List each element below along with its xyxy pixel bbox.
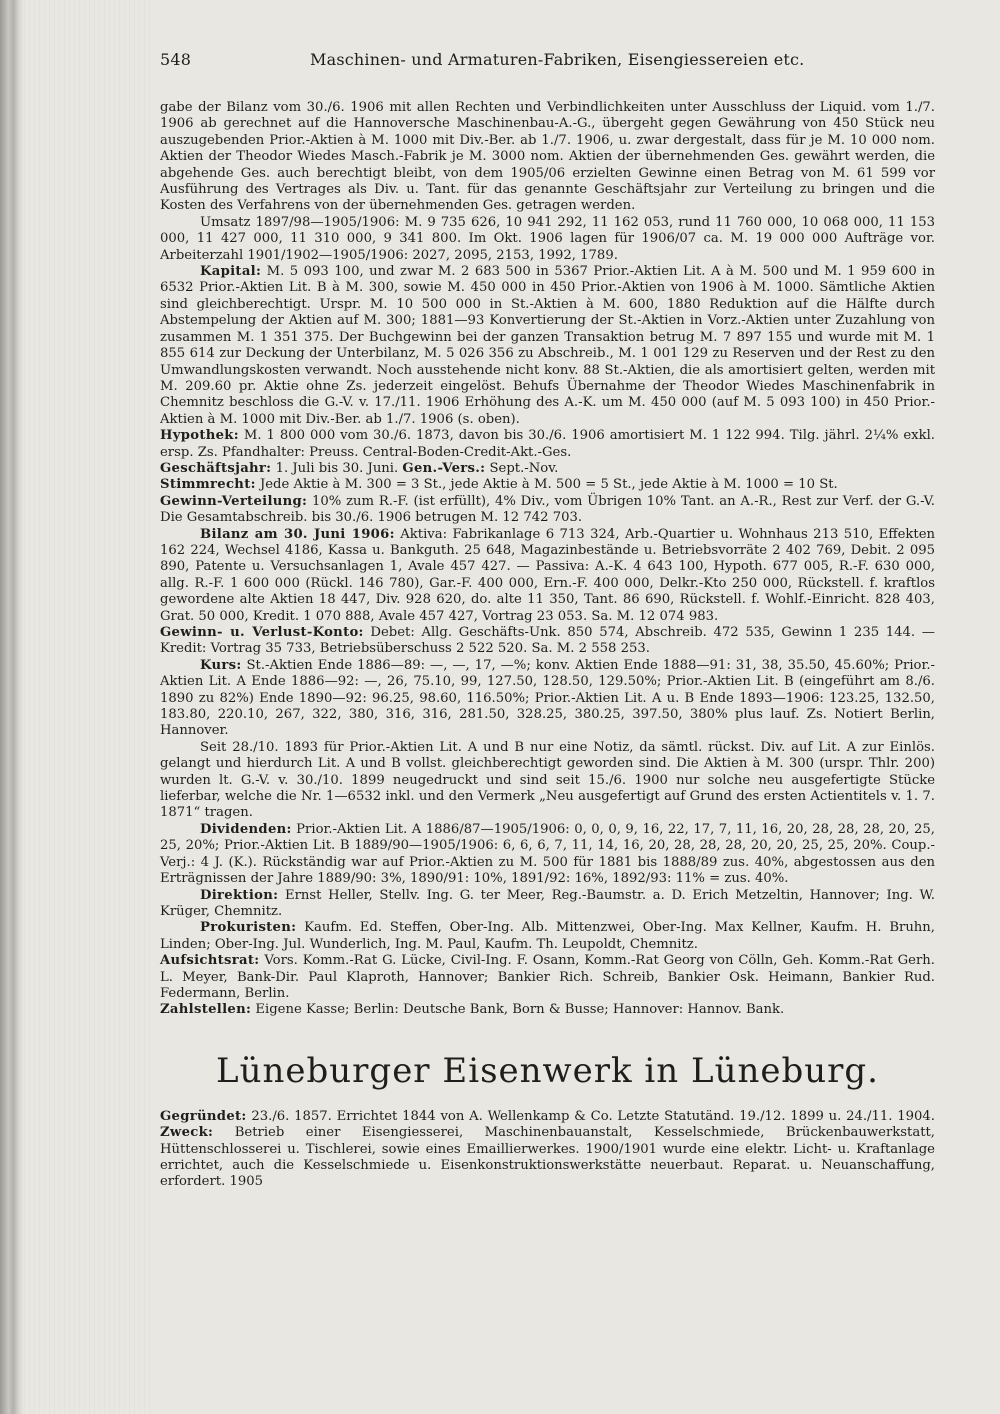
paragraph-text: 10% zum R.-F. (ist erfüllt), 4% Div., vom Übrigen 10% Tant. an A.-R., Rest zur Verf. der G.-V. Die Gesamtabschreib. bis 30./6. 1906 betrugen M. 12 742 703. [160, 493, 935, 526]
section-label: Direktion: [200, 887, 279, 903]
paragraph [160, 215, 935, 264]
paragraph [160, 428, 935, 461]
paragraph-text: Betrieb einer Eisengiesserei, Maschinenbauanstalt, Kesselschmiede, Brückenbauwerkstatt, Hüttenschlosserei u. Tischlerei, sowie eines Emaillierwerkes. 1900/1901 wurde eine elektr. Licht- u. Kraftanlage errichtet, auch die Kesselschmiede u. Eisenkonstruktionswerkstätte neuerbaut. Reparat. u. Neuanschaffung, erfordert. 1905 [160, 1125, 935, 1190]
page [160, 50, 935, 1191]
section-label: Hypothek: [160, 428, 239, 444]
section-label: Gen.-Vers.: [402, 460, 486, 476]
paragraph-text: Ernst Heller, Stellv. Ing. G. ter Meer, Reg.-Baumstr. a. D. Erich Metzeltin, Hannover; Ing. W. Krüger, Chemnitz. [160, 887, 935, 919]
paragraph [160, 953, 935, 1002]
paragraph [160, 888, 935, 921]
paragraph [160, 461, 935, 477]
paragraph-text: Sept.-Nov. [489, 460, 559, 476]
section-label: Zahlstellen: [160, 1002, 252, 1018]
paragraph [160, 1002, 935, 1018]
paragraph [160, 494, 935, 527]
section-label: Gewinn-Verteilung: [160, 493, 308, 509]
running-title: Maschinen- und Armaturen-Fabriken, Eisengiessereien etc. [310, 50, 805, 69]
book-spine-shadow [0, 0, 24, 1414]
paragraph [160, 822, 935, 888]
paragraph [160, 264, 935, 428]
paragraph-text: 1. Juli bis 30. Juni. [275, 460, 399, 476]
paragraph-text: Debet: Allg. Geschäfts-Unk. 850 574, Abschreib. 472 535, Gewinn 1 235 144. — Kredit: Vortrag 35 733, Betriebsüberschuss 2 522 520. Sa. M. 2 558 253. [160, 625, 935, 657]
section-label: Dividenden: [200, 821, 292, 837]
paragraph-text: Aktiva: Fabrikanlage 6 713 324, Arb.-Quartier u. Wohnhaus 213 510, Effekten 162 224, Wechsel 4186, Kassa u. Bankguth. 25 648, Magazinbestände u. Betriebsvorräte 2 402 769, Debit. 2 095 890, Patente u. Versuchsanlagen 1, Avale 457 427. — Passiva: A.-K. 4 643 100, Hypoth. 677 005, R.-F. 630 000, allg. R.-F. 1 600 000 (Rückl. 146 780), Gar.-F. 400 000, Ern.-F. 400 000, Delkr.-Kto 250 000, Rückstell. f. kraftlos gewordene alte Aktien 18 447, Div. 928 620, do. alte 11 350, Tant. 86 690, Rückstell. f. Wohlf.-Einricht. 828 403, Grat. 50 000, Kredit. 1 070 888, Avale 457 427, Vortrag 23 053. Sa. M. 12 074 983. [160, 526, 935, 624]
section-label: Kapital: [200, 264, 262, 280]
paragraph-text: Prior.-Aktien Lit. A 1886/87—1905/1906: 0, 0, 0, 9, 16, 22, 17, 7, 11, 16, 20, 28, 28, 28, 20, 25, 25, 20%; Prior.-Aktien Lit. B 1889/90—1905/1906: 6, 6, 6, 7, 11, 14, 16, 20, 28, 28, 28, 20, 20, 25, 25, 20%. Coup.-Verj.: 4 J. (K.). Rückständig war auf Prior.-Aktien zu M. 500 für 1881 bis 1888/89 zus. 40%, abgestossen aus den Erträgnissen der Jahre 1889/90: 3%, 1890/91: 10%, 1891/92: 16%, 1892/93: 11% = zus. 40%. [160, 821, 935, 887]
section-label: Gewinn- u. Verlust-Konto: [160, 625, 364, 640]
paragraph-text: Jede Aktie à M. 300 = 3 St., jede Aktie à M. 500 = 5 St., jede Aktie à M. 1000 = 10 St. [259, 477, 838, 493]
paragraph-text: gabe der Bilanz vom 30./6. 1906 mit allen Rechten und Verbindlichkeiten unter Ausschluss der Liquid. vom 1./7. 1906 ab gerechnet auf die Hannoversche Maschinenbau-A.-G., übergeht gegen Gewährung von 450 Stück neu auszugebenden Prior.-Aktien à M. 1000 mit Div.-Ber. ab 1./7. 1906, u. zwar dergestalt, dass für je M. 10 000 nom. Aktien der Theodor Wiedes Masch.-Fabrik je M. 3000 nom. Aktien der übernehmenden Ges. gewährt werden, die abgehende Ges. auch berechtigt bleibt, von dem 1905/06 erzielten Gewinne einen Betrag von M. 61 599 vor Ausführung des Vertrages als Div. u. Tant. für das genannte Geschäftsjahr zur Verteilung zu bringen und die Kosten des Verfahrens von der übernehmenden Ges. getragen werden. [160, 100, 935, 214]
paragraph-text: M. 5 093 100, und zwar M. 2 683 500 in 5367 Prior.-Aktien Lit. A à M. 500 und M. 1 959 600 in 6532 Prior.-Aktien Lit. B à M. 300, sowie M. 450 000 in 450 Prior.-Aktien von 1906 à M. 1000. Sämtliche Aktien sind gleichberechtigt. Urspr. M. 10 500 000 in St.-Aktien à M. 600, 1880 Reduktion auf die Hälfte durch Abstempelung der Aktien auf M. 300; 1881—93 Konvertierung der St.-Aktien in Vorz.-Aktien unter Zuzahlung von zusammen M. 1 351 375. Der Buchgewinn bei der ganzen Transaktion betrug M. 7 897 155 und wurde mit M. 1 855 614 zur Deckung der Unterbilanz, M. 5 026 356 zu Abschreib., M. 1 001 129 zu Reserven und der Rest zu den Umwandlungskosten verwandt. Noch ausstehende nicht konv. 88 St.-Aktien, die als amortisiert gelten, werden mit M. 209.60 pr. Aktie ohne Zs. jederzeit eingelöst. Behufs Übernahme der Theodor Wiedes Maschinenfabrik in Chemnitz beschloss die G.-V. v. 17./11. 1906 Erhöhung des A.-K. um M. 450 000 (auf M. 5 093 100) in 450 Prior.-Aktien à M. 1000 mit Div.-Ber. ab 1./7. 1906 (s. oben). [160, 264, 935, 427]
paragraph [160, 625, 935, 658]
paragraph-text: Vors. Komm.-Rat G. Lücke, Civil-Ing. F. Osann, Komm.-Rat Georg von Cölln, Geh. Komm.-Rat Gerh. L. Meyer, Bank-Dir. Paul Klaproth, Hannover; Bankier Rich. Schreib, Bankier Osk. Heimann, Bankier Rud. Federmann, Berlin. [160, 953, 935, 1001]
paragraph-text: M. 1 800 000 vom 30./6. 1873, davon bis 30./6. 1906 amortisiert M. 1 122 994. Tilg. jährl. 2¼% exkl. ersp. Zs. Pfandhalter: Preuss. Central-Boden-Credit-Akt.-Ges. [160, 428, 935, 460]
paragraph [160, 658, 935, 740]
section-label: Gegründet: [160, 1108, 247, 1124]
paragraph-text: Eigene Kasse; Berlin: Deutsche Bank, Born & Busse; Hannover: Hannov. Bank. [255, 1002, 785, 1018]
section-label: Aufsichtsrat: [160, 953, 260, 969]
section-label: Bilanz am 30. Juni 1906: [200, 526, 395, 542]
company-body-text [160, 1109, 935, 1191]
paragraph [160, 477, 935, 493]
page-edge-texture [24, 0, 154, 1414]
page-number: 548 [160, 50, 192, 69]
section-label: Kurs: [200, 657, 242, 673]
paragraph [160, 1109, 935, 1191]
paragraph-text: St.-Aktien Ende 1886—89: —, —, 17, —%; konv. Aktien Ende 1888—91: 31, 38, 35.50, 45.60%; Prior.-Aktien Lit. A Ende 1886—92: —, 26, 75.10, 99, 127.50, 128.50, 129.50%; Prior.-Aktien Lit. B (eingeführt am 8./6. 1890 zu 82%) Ende 1890—92: 96.25, 98.60, 116.50%; Prior.-Aktien Lit. A u. B Ende 1893—1906: 123.25, 132.50, 183.80, 220.10, 267, 322, 380, 316, 316, 281.50, 328.25, 380.25, 397.50, 380% plus lauf. Zs. Notiert Berlin, Hannover. [160, 657, 935, 739]
body-text [160, 100, 935, 1019]
running-head [160, 50, 935, 76]
paragraph-text: Kaufm. Ed. Steffen, Ober-Ing. Alb. Mittenzwei, Ober-Ing. Max Kellner, Kaufm. H. Bruhn, Linden; Ober-Ing. Jul. Wunderlich, Ing. M. Paul, Kaufm. Th. Leupoldt, Chemnitz. [160, 920, 935, 952]
paragraph [160, 740, 935, 822]
section-label: Geschäftsjahr: [160, 460, 272, 476]
paragraph-text: 23./6. 1857. Errichtet 1844 von A. Wellenkamp & Co. Letzte Statutänd. 19./12. 1899 u. 24./11. 1904. [251, 1108, 935, 1124]
paragraph [160, 527, 935, 625]
paragraph-text: Seit 28./10. 1893 für Prior.-Aktien Lit. A und B nur eine Notiz, da sämtl. rückst. Div. auf Lit. A zur Einlös. gelangt und hierdurch Lit. A und B vollst. gleichberechtigt geworden sind. Die Aktien à M. 300 (urspr. Thlr. 200) wurden lt. G.-V. v. 30./10. 1899 neugedruckt und sind seit 15./6. 1900 nur solche neu ausgefertigte Stücke lieferbar, welche die Nr. 1—6532 inkl. und den Vermerk „Neu ausgefertigt auf Grund des ersten Actientitels v. 1. 7. 1871“ tragen. [160, 739, 935, 821]
paragraph [160, 100, 935, 215]
section-label: Zweck: [160, 1125, 214, 1141]
paragraph-text: Umsatz 1897/98—1905/1906: M. 9 735 626, 10 941 292, 11 162 053, rund 11 760 000, 10 068 000, 11 153 000, 11 427 000, 11 310 000, 9 341 800. Im Okt. 1906 lagen für 1906/07 ca. M. 19 000 000 Aufträge vor. Arbeiterzahl 1901/1902—1905/1906: 2027, 2095, 2153, 1992, 1789. [160, 214, 935, 263]
paragraph [160, 920, 935, 953]
company-title: Lüneburger Eisenwerk in Lüneburg. [216, 1050, 879, 1091]
section-label: Prokuristen: [200, 920, 297, 936]
section-label: Stimmrecht: [160, 477, 256, 493]
